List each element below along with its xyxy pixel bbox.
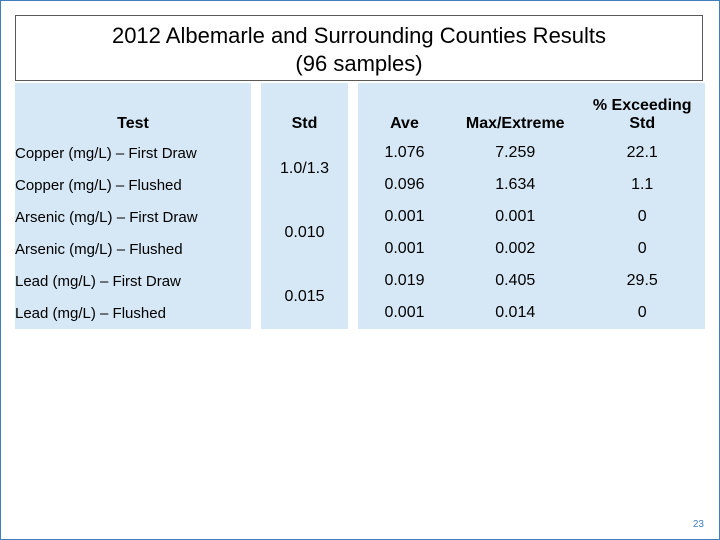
column-gap: [348, 169, 357, 201]
row-max: 0.002: [451, 233, 579, 265]
page-number: 23: [692, 519, 704, 530]
column-gap: [251, 233, 260, 265]
header-pct-line-2: Std: [629, 115, 656, 132]
column-gap: [251, 201, 260, 233]
table-row: [15, 233, 705, 265]
row-ave: 0.019: [358, 265, 451, 297]
row-std: 0.015: [261, 265, 349, 329]
header-ave: Ave: [358, 83, 451, 137]
header-max: Max/Extreme: [451, 83, 579, 137]
row-max: 0.001: [451, 201, 579, 233]
row-test: Arsenic (mg/L) – First Draw: [15, 201, 251, 233]
results-table: [15, 83, 705, 329]
column-gap: [348, 233, 357, 265]
title-line-1: 2012 Albemarle and Surrounding Counties Results: [111, 23, 607, 48]
column-gap: [348, 297, 357, 329]
column-gap: [348, 265, 357, 297]
row-pct: 29.5: [579, 265, 705, 297]
row-max: 1.634: [451, 169, 579, 201]
title-line-2: (96 samples): [295, 51, 423, 76]
row-max: 7.259: [451, 137, 579, 169]
column-gap: [251, 83, 260, 137]
table-row: [15, 201, 705, 233]
header-test: Test: [15, 83, 251, 137]
column-gap: [348, 201, 357, 233]
column-gap: [251, 169, 260, 201]
column-gap: [348, 83, 357, 137]
table-row: [15, 137, 705, 169]
header-pct-line-1: % Exceeding: [592, 97, 692, 114]
row-max: 0.405: [451, 265, 579, 297]
header-std: Std: [261, 83, 349, 137]
row-max: 0.014: [451, 297, 579, 329]
row-ave: 0.096: [358, 169, 451, 201]
header-row: [15, 83, 705, 137]
table-row: [15, 169, 705, 201]
table-row: [15, 297, 705, 329]
row-std: 1.0/1.3: [261, 137, 349, 201]
row-pct: 22.1: [579, 137, 705, 169]
row-test: Lead (mg/L) – Flushed: [15, 297, 251, 329]
row-pct: 1.1: [579, 169, 705, 201]
column-gap: [251, 265, 260, 297]
column-gap: [251, 297, 260, 329]
row-ave: 0.001: [358, 233, 451, 265]
row-pct: 0: [579, 201, 705, 233]
row-std: 0.010: [261, 201, 349, 265]
row-ave: 1.076: [358, 137, 451, 169]
row-ave: 0.001: [358, 201, 451, 233]
row-test: Copper (mg/L) – Flushed: [15, 169, 251, 201]
header-pct-exceeding: [579, 83, 705, 137]
column-gap: [251, 137, 260, 169]
row-pct: 0: [579, 297, 705, 329]
row-test: Copper (mg/L) – First Draw: [15, 137, 251, 169]
row-test: Lead (mg/L) – First Draw: [15, 265, 251, 297]
row-ave: 0.001: [358, 297, 451, 329]
table-row: [15, 265, 705, 297]
row-pct: 0: [579, 233, 705, 265]
slide-title: [15, 15, 703, 81]
column-gap: [348, 137, 357, 169]
row-test: Arsenic (mg/L) – Flushed: [15, 233, 251, 265]
